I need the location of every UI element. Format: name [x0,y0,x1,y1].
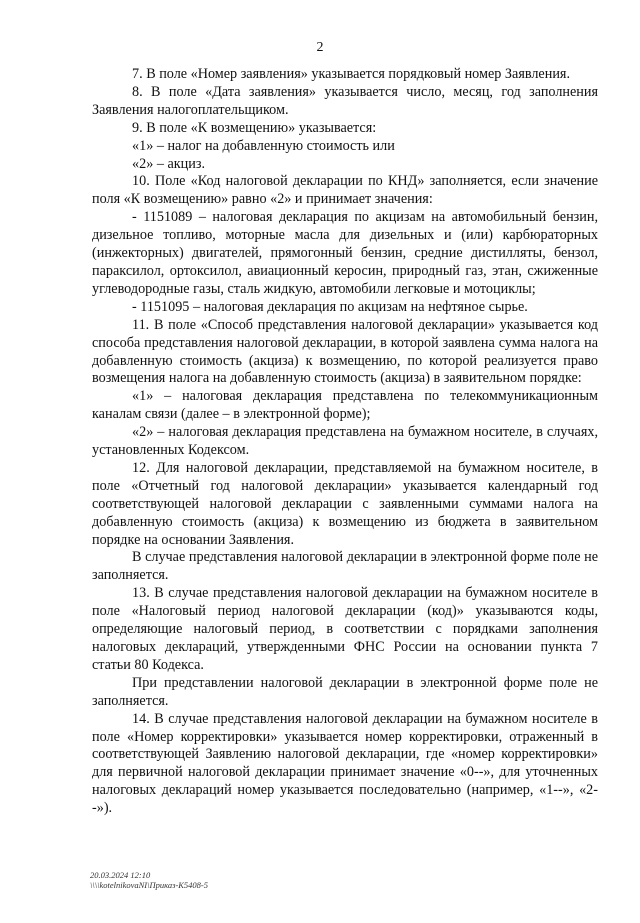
paragraph-11-option-2: «2» – налоговая декларация представлена на бумажном носителе, в случаях, установленных Кодексом. [92,424,598,459]
document-body [92,66,598,818]
paragraph-12-note: В случае представления налоговой декларации в электронной форме поле не заполняется. [92,549,598,584]
paragraph-10: 10. Поле «Код налоговой декларации по КНД» заполняется, если значение поля «К возмещению» равно «2» и принимает значения: [92,173,598,208]
paragraph-8: 8. В поле «Дата заявления» указывается число, месяц, год заполнения Заявления налогоплательщиком. [92,83,598,118]
paragraph-9: 9. В поле «К возмещению» указывается: [132,119,377,136]
paragraph-13: 13. В случае представления налоговой декларации на бумажном носителе в поле «Налоговый период налоговой декларации (код)» указываются коды, определяющие налоговый период, в соответствии с порядками заполнения налоговых деклараций, утвержденными ФНС России на основании пункта 7 статьи 80 Кодекса. [92,585,598,673]
paragraph-7: 7. В поле «Номер заявления» указывается порядковый номер Заявления. [132,66,570,82]
footer-timestamp: 20.03.2024 12:10 [90,870,151,880]
paragraph-10-value-1151095: - 1151095 – налоговая декларация по акцизам на нефтяное сырье. [132,298,528,315]
paragraph-12: 12. Для налоговой декларации, представляемой на бумажном носителе, в поле «Отчетный год налоговой декларации» указывается календарный год соответствующей налоговой декларации с заявленными суммами налога на добавленную стоимость (акциза) к возмещению из бюджета в заявительном порядке на основании Заявления. [92,459,598,548]
paragraph-13-note: При представлении налоговой декларации в электронной форме поле не заполняется. [92,674,598,709]
paragraph-11: 11. В поле «Способ представления налоговой декларации» указывается код способа представления налоговой декларации, в которой заявлена сумма налога на добавленную стоимость (акциза) к возмещению, по которой реализуется право возмещения налога на добавленную стоимость (акциза) в заявительном порядке: [92,316,598,387]
paragraph-14: 14. В случае представления налоговой декларации на бумажном носителе в поле «Номер корректировки» указывается номер корректировки, отраженный в соответствующей Заявлению налоговой декларации, где «номер корректировки» для первичной налоговой декларации принимает значение «0--», для уточненных налоговых деклараций номер указывается последовательно (например, «1--», «2--»). [92,710,598,817]
page-number: 2 [316,40,324,55]
paragraph-10-value-1151089: - 1151089 – налоговая декларация по акцизам на автомобильный бензин, дизельное топливо, моторные масла для дизельных и (или) карбюраторных (инжекторных) двигателей, прямогонный бензин, средние дистилляты, бензол, параксилол, ортоксилол, авиационный керосин, природный газ, этан, сжиженные углеводородные газы, сталь жидкую, автомобили легковые и мотоциклы; [92,209,598,297]
footer-file-path: \\\\kotelnikovaNI\Приказ-К5408-5 [90,880,209,890]
paragraph-9-option-2: «2» – акциз. [132,155,205,172]
paragraph-9-option-1: «1» – налог на добавленную стоимость или [132,137,395,154]
paragraph-11-option-1: «1» – налоговая декларация представлена по телекоммуникационным каналам связи (далее – в электронной форме); [92,388,598,423]
document-footer [90,870,208,890]
